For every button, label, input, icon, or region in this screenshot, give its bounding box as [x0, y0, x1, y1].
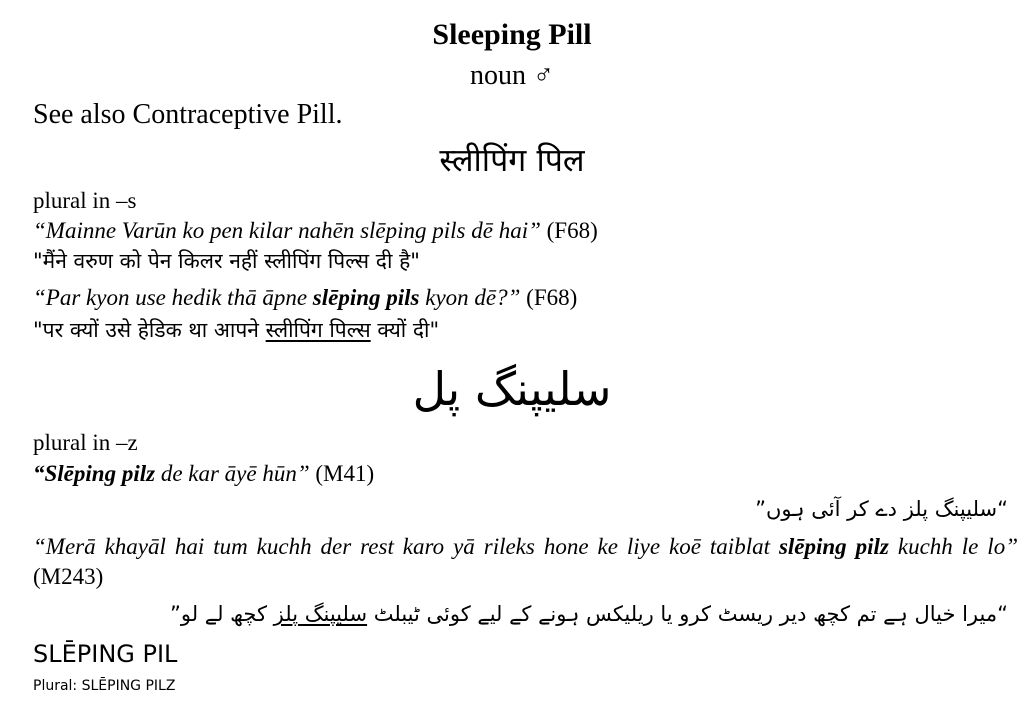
hindi-example-2-translit-pre: “Par kyon use hedik thā āpne	[33, 285, 313, 310]
hindi-example-2-translit-bold: slēping pils	[312, 285, 420, 310]
see-also-note: See also Contraceptive Pill.	[33, 99, 343, 130]
hindi-example-2-translit-post: kyon dē?”	[419, 285, 521, 310]
urdu-example-2-urdu	[170, 602, 1008, 626]
urdu-example-1-source: (M41)	[315, 461, 375, 486]
urdu-example-1-translit-post: de kar āyē hūn”	[155, 461, 310, 486]
hindi-example-2-devanagari	[33, 316, 439, 344]
hindi-example-2-devanagari-pre: "पर क्यों उसे हेडिक था आपने	[33, 318, 266, 342]
hindi-example-2-source: (F68)	[526, 285, 578, 310]
part-of-speech: noun ♂	[470, 60, 554, 91]
hindi-example-1-devanagari: "मैंने वरुण को पेन किलर नहीं स्लीपिंग पिल्स दी है"	[33, 249, 420, 273]
urdu-example-2-urdu-pre: “میرا خیال ہے تم کچھ دیر ریسٹ کرو یا ریلیکس ہونے کے لیے کوئی ٹیبلٹ	[367, 602, 1008, 626]
urdu-example-2-translit-pre: “Merā khayāl hai tum kuchh der rest karo yā rileks hone ke liye koē taiblat	[33, 534, 779, 559]
entry-headword: Sleeping Pill	[432, 18, 592, 51]
urdu-plural-rule: plural in –z	[33, 430, 138, 455]
urdu-example-2-source: (M243)	[33, 564, 104, 589]
hindi-example-1	[33, 218, 598, 244]
urdu-example-2	[33, 532, 1018, 592]
urdu-example-2-urdu-post: کچھ لے لو”	[169, 602, 274, 626]
hindi-plural-rule: plural in –s	[33, 188, 137, 213]
hindi-example-2	[33, 285, 577, 311]
urdu-example-2-urdu-underlined: سلیپنگ پلز	[273, 602, 368, 626]
urdu-example-2-translit-bold: slēping pilz	[778, 534, 889, 559]
hindi-example-1-source: (F68)	[546, 218, 598, 243]
urdu-example-1-translit-bold: “Slēping pilz	[33, 461, 156, 486]
urdu-headword: سلیپنگ پل	[412, 362, 612, 416]
hindi-example-2-devanagari-underlined: स्लीपिंग पिल्स	[265, 318, 371, 342]
urdu-example-1	[33, 461, 374, 487]
transliteration-plural: Plural: SLĒPING PILZ	[33, 678, 176, 694]
urdu-example-1-urdu: “سلیپنگ پلز دے کر آئی ہوں”	[755, 497, 1008, 521]
devanagari-headword: स्लीपिंग पिल	[439, 141, 585, 179]
hindi-example-2-devanagari-post: क्यों दी"	[370, 318, 440, 342]
transliteration-singular: SLĒPING PIL	[33, 640, 178, 668]
hindi-example-1-translit: “Mainne Varūn ko pen kilar nahēn slēping pils dē hai”	[33, 218, 541, 243]
urdu-example-2-translit-post: kuchh le lo”	[888, 534, 1018, 559]
